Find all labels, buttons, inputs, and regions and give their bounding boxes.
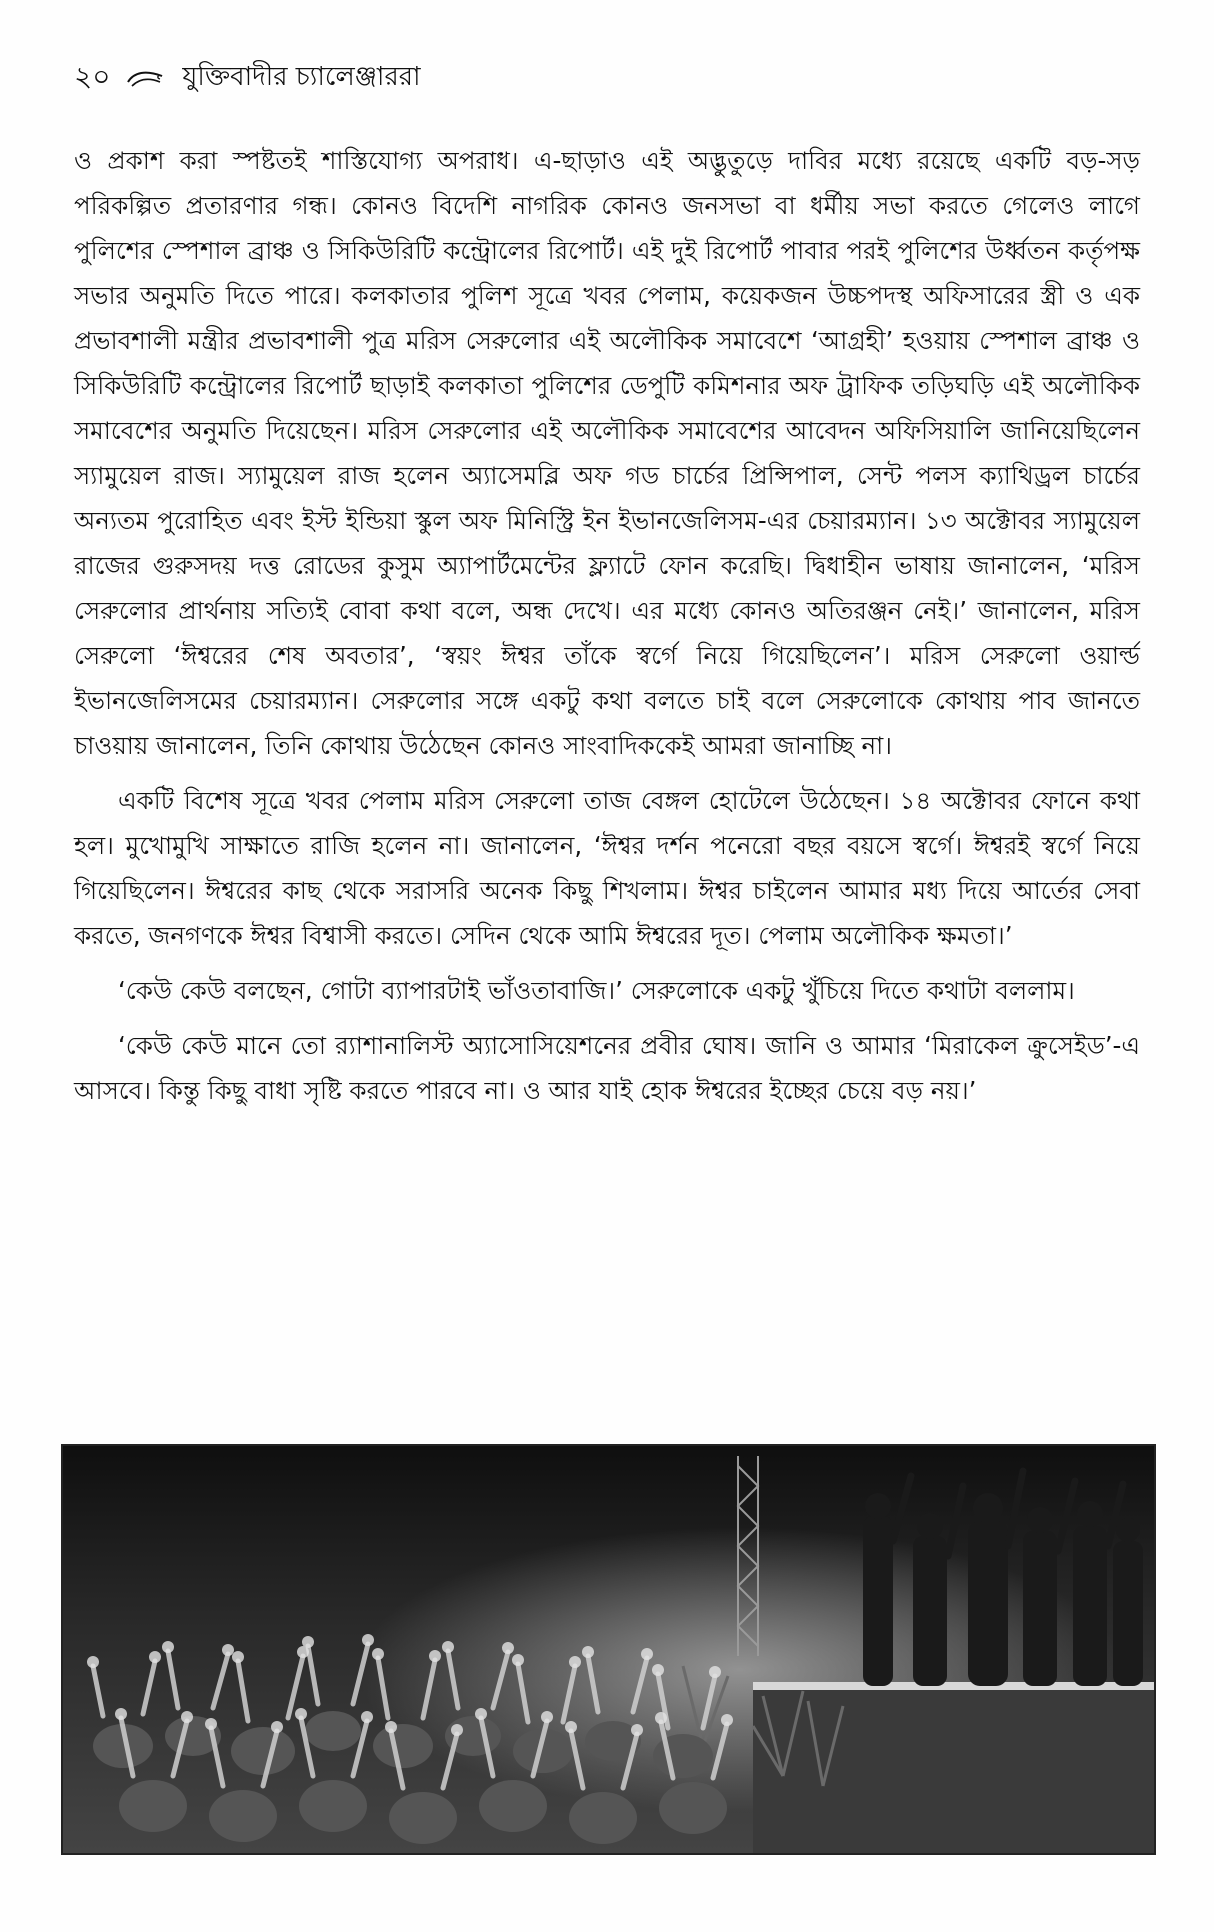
paragraph: একটি বিশেষ সূত্রে খবর পেলাম মরিস সেরুলো তাজ বেঙ্গল হোটেলে উঠেছেন। ১৪ অক্টোবর ফোনে কথা হল। মুখোমুখি সাক্ষাতে রাজি হলেন না। জানালেন, ‘ঈশ্বর দর্শন পনেরো বছর বয়সে স্বর্গে। ঈশ্বরই স্বর্গে নিয়ে গিয়েছিলেন। ঈশ্বরের কাছ থেকে সরাসরি অনেক কিছু শিখলাম। ঈশ্বর চাইলেন আমার মধ্য দিয়ে আর্তের সেবা করতে, জনগণকে ঈশ্বর বিশ্বাসী করতে। সেদিন থেকে আমি ঈশ্বরের দূত। পেলাম অলৌকিক ক্ষমতা।’ — [74, 786, 1140, 950]
paragraph: ও প্রকাশ করা স্পষ্টতই শাস্তিযোগ্য অপরাধ। এ-ছাড়াও এই অদ্ভুতুড়ে দাবির মধ্যে রয়েছে একটি বড়-সড় পরিকল্পিত প্রতারণার গন্ধ। কোনও বিদেশি নাগরিক কোনও জনসভা বা ধর্মীয় সভা করতে গেলেও লাগে পুলিশের স্পেশাল ব্রাঞ্চ ও সিকিউরিটি কন্ট্রোলের রিপোর্ট। এই দুই রিপোর্ট পাবার পরই পুলিশের উর্ধ্বতন কর্তৃপক্ষ সভার অনুমতি দিতে পারে। কলকাতার পুলিশ সূত্রে খবর পেলাম, কয়েকজন উচ্চপদস্থ অফিসারের স্ত্রী ও এক প্রভাবশালী মন্ত্রীর প্রভাবশালী পুত্র মরিস সেরুলোর এই অলৌকিক সমাবেশে ‘আগ্রহী’ হওয়ায় স্পেশাল ব্রাঞ্চ ও সিকিউরিটি কন্ট্রোলের রিপোর্ট ছাড়াই কলকাতা পুলিশের ডেপুটি কমিশনার অফ ট্রাফিক তড়িঘড়ি এই অলৌকিক সমাবেশের অনুমতি দিয়েছেন। মরিস সেরুলোর এই অলৌকিক সমাবেশের আবেদন অফিসিয়ালি জানিয়েছিলেন স্যামুয়েল রাজ। স্যামুয়েল রাজ হলেন অ্যাসেমব্লি অফ গড চার্চের প্রিন্সিপাল, সেন্ট পলস ক্যাথিড্রল চার্চের অন্যতম পুরোহিত এবং ইস্ট ইন্ডিয়া স্কুল অফ মিনিস্ট্রি ইন ইভানজেলিসম-এর চেয়ারম্যান। ১৩ অক্টোবর স্যামুয়েল রাজের গুরুসদয় দত্ত রোডের কুসুম অ্যাপার্টমেন্টের ফ্ল্যাটে ফোন করেছি। দ্বিধাহীন ভাষায় জানালেন, ‘মরিস সেরুলোর প্রার্থনায় সত্যিই বোবা কথা বলে, অন্ধ দেখে। এর মধ্যে কোনও অতিরঞ্জন নেই।’ জানালেন, মরিস সেরুলো ‘ঈশ্বরের শেষ অবতার’, ‘স্বয়ং ঈশ্বর তাঁকে স্বর্গে নিয়ে গিয়েছিলেন’। মরিস সেরুলো ওয়ার্ল্ড ইভানজেলিসমের চেয়ারম্যান। সেরুলোর সঙ্গে একটু কথা বলতে চাই বলে সেরুলোকে কোথায় পাব জানতে চাওয়ায় জানালেন, তিনি কোথায় উঠেছেন কোনও সাংবাদিককেই আমরা জানাচ্ছি না। — [74, 146, 1140, 760]
paragraph: ‘কেউ কেউ মানে তো র‍্যাশানালিস্ট অ্যাসোসিয়েশনের প্রবীর ঘোষ। জানি ও আমার ‘মিরাকেল ক্রুসেইড’-এ আসবে। কিন্তু কিছু বাধা সৃষ্টি করতে পারবে না। ও আর যাই হোক ঈশ্বরের ইচ্ছের চেয়ে বড় নয়।’ — [74, 1031, 1140, 1105]
body-text — [74, 138, 1140, 1123]
paragraph: ‘কেউ কেউ বলছেন, গোটা ব্যাপারটাই ভাঁওতাবাজি।’ সেরুলোকে একটু খুঁচিয়ে দিতে কথাটা বললাম। — [118, 976, 1075, 1005]
running-head — [74, 58, 421, 98]
swirl-ornament-icon — [126, 66, 166, 90]
crowd-photo — [61, 1444, 1156, 1855]
crowd-photo-image — [63, 1446, 1154, 1853]
page-number: ২০ — [74, 59, 111, 93]
book-title: যুক্তিবাদীর চ্যালেঞ্জাররা — [182, 62, 421, 92]
stage — [753, 1686, 1154, 1853]
